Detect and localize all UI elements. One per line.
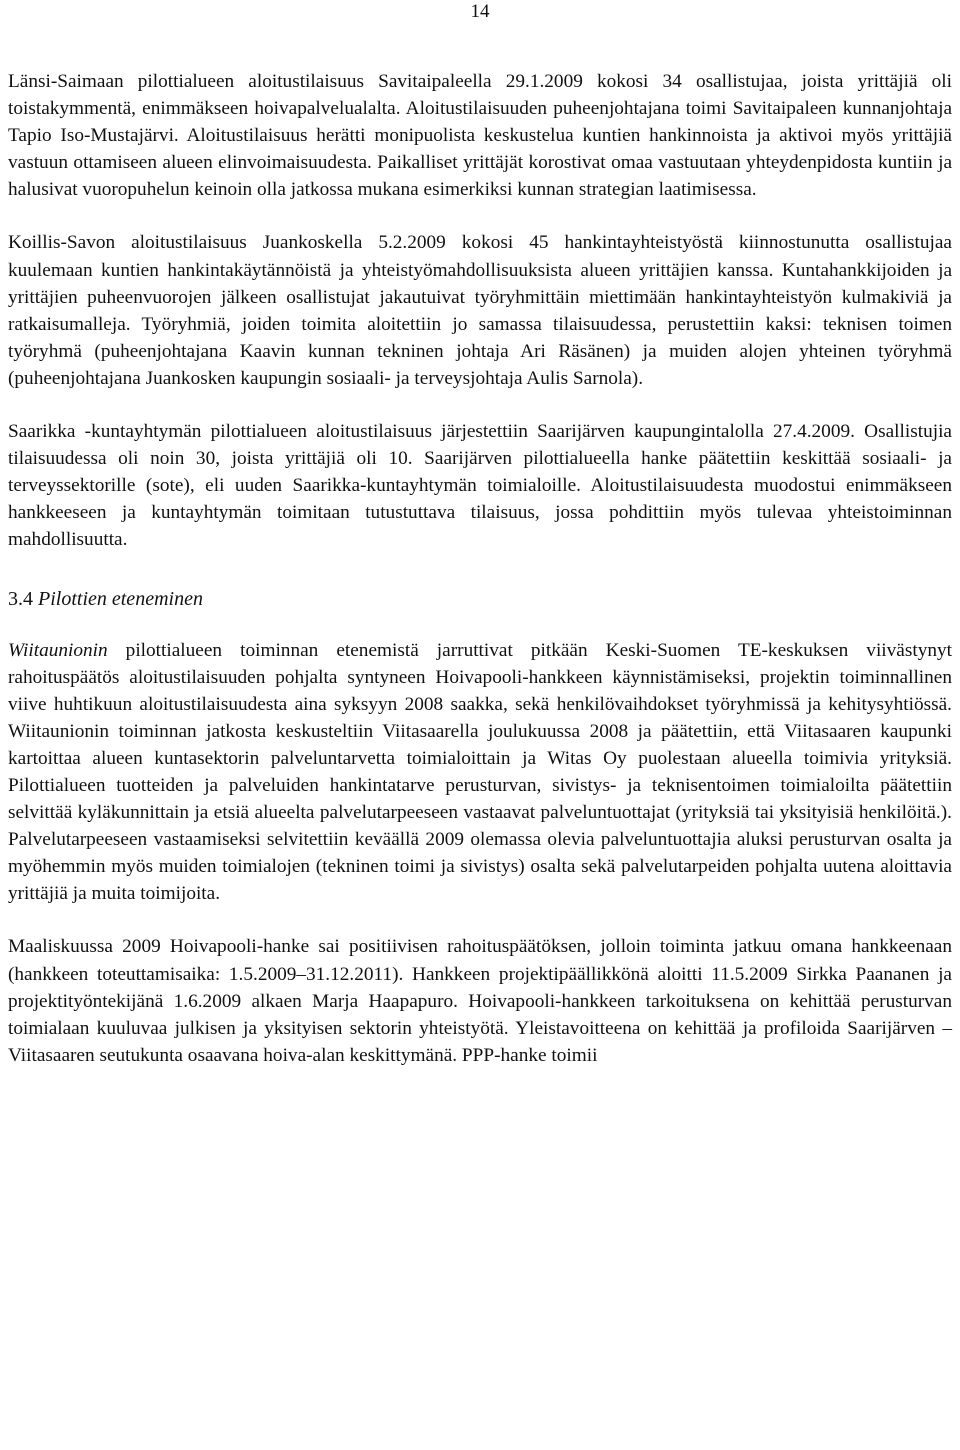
paragraph-wiitaunioni	[8, 637, 952, 908]
paragraph-koillis-savo: Koillis-Savon aloitustilaisuus Juankoskella 5.2.2009 kokosi 45 hankintayhteistyöstä kiinnostunutta osallistujaa kuulemaan kuntien hankintakäytännöistä ja yhteistyömahdollisuuksista alueen yrittäjien kanssa. Kuntahankkijoiden ja yrittäjien puheenvuorojen jälkeen osallistujat jakautuivat työryhmittäin miettimään hankintayhteistyön kulmakiviä ja ratkaisumalleja. Työryhmiä, joiden toimita aloitettiin jo samassa tilaisuudessa, perustettiin kaksi: teknisen toimen työryhmä (puheenjohtajana Kaavin kunnan tekninen johtaja Ari Räsänen) ja muiden alojen yhteinen työryhmä (puheenjohtajana Juankosken kaupungin sosiaali- ja terveysjohtaja Aulis Sarnola).	[8, 232, 952, 389]
paragraph-lansi-saimaa: Länsi-Saimaan pilottialueen aloitustilaisuus Savitaipaleella 29.1.2009 kokosi 34 osallistujaa, joista yrittäjiä oli toistakymmentä, enimmäkseen hoivapalvelualalta. Aloitustilaisuuden puheenjohtajana toimi Savitaipaleen kunnanjohtaja Tapio Iso-Mustajärvi. Aloitustilaisuus herätti monipuolista keskustelua kuntien hankinnoista ja aktivoi myös yrittäjiä vastuun ottamiseen alueen elinvoimaisuudesta. Paikalliset yrittäjät korostivat omaa vastuutaan yhteydenpidosta kuntiin ja halusivat vuoropuhelun keinoin olla jatkossa mukana esimerkiksi kunnan strategian laatimisessa.	[8, 71, 952, 201]
section-number: 3.4	[8, 587, 33, 610]
document-body	[8, 68, 952, 1095]
paragraph-saarikka: Saarikka -kuntayhtymän pilottialueen aloitustilaisuus järjestettiin Saarijärven kaupungintalolla 27.4.2009. Osallistujia tilaisuudessa oli noin 30, joista yrittäjiä oli 10. Saarijärven pilottialueella hanke päätettiin keskittää sosiaali- ja terveyssektorille (sote), eli uuden Saarikka-kuntayhtymän toimialoille. Aloitustilaisuudesta muodostui enimmäkseen hankkeeseen ja kuntayhtymän toimitaan tutustuttava tilaisuus, jossa pohdittiin myös tulevaa yhteistoiminnan mahdollisuutta.	[8, 421, 952, 551]
paragraph-body: pilottialueen toiminnan etenemistä jarruttivat pitkään Keski-Suomen TE-keskuksen viivästynyt rahoituspäätös aloitustilaisuuden pohjalta syntyneen Hoivapooli-hankkeen käynnistämiseksi, projektin toiminnallinen viive huhtikuun aloitustilaisuudesta aina syksyyn 2008 saakka, sekä henkilövaihdokset työryhmissä ja kehitysyhtiössä. Wiitaunionin toiminnan jatkosta keskusteltiin Viitasaarella joulukuussa 2008 ja päätettiin, että Viitasaaren kaupunki kartoittaa alueen kuntasektorin palveluntarvetta toimialoittain ja Witas Oy puolestaan alueella toimivia yrityksiä. Pilottialueen tuotteiden ja palveluiden hankintatarve perusturvan, sivistys- ja teknisentoimen toimialoilta päätettiin selvittää kyläkunnittain ja etsiä alueelta palvelutarpeeseen vastaavat palveluntuottajat (yrityksiä tai yksityisiä henkilöitä.). Palvelutarpeeseen vastaamiseksi selvitettiin keväällä 2009 olemassa olevia palveluntuottajia aluksi perusturvan osalta ja myöhemmin myös muiden toimialojen (tekninen toimi ja sivistys) osalta sekä palvelutarpeiden pohjalta uutena aloittavia yrittäjiä ja muita toimijoita.	[8, 639, 952, 905]
paragraph-hoivapooli: Maaliskuussa 2009 Hoivapooli-hanke sai positiivisen rahoituspäätöksen, jolloin toiminta jatkuu omana hankkeenaan (hankkeen toteuttamisaika: 1.5.2009–31.12.2011). Hankkeen projektipäällikkönä aloitti 11.5.2009 Sirkka Paananen ja projektityöntekijänä 1.6.2009 alkaen Marja Haapapuro. Hoivapooli-hankkeen tarkoituksena on kehittää perusturvan toimialaan kuuluvaa julkisen ja yksityisen sektorin yhteistyötä. Yleistavoitteena on kehittää ja profiloida Saarijärven – Viitasaaren seutukunta osaavana hoiva-alan keskittymänä. PPP-hanke toimii	[8, 936, 952, 1066]
paragraph-lead-word: Wiitaunionin	[8, 639, 108, 661]
section-heading	[8, 586, 952, 613]
section-title: Pilottien eteneminen	[38, 587, 203, 610]
page-number: 14	[470, 1, 490, 22]
